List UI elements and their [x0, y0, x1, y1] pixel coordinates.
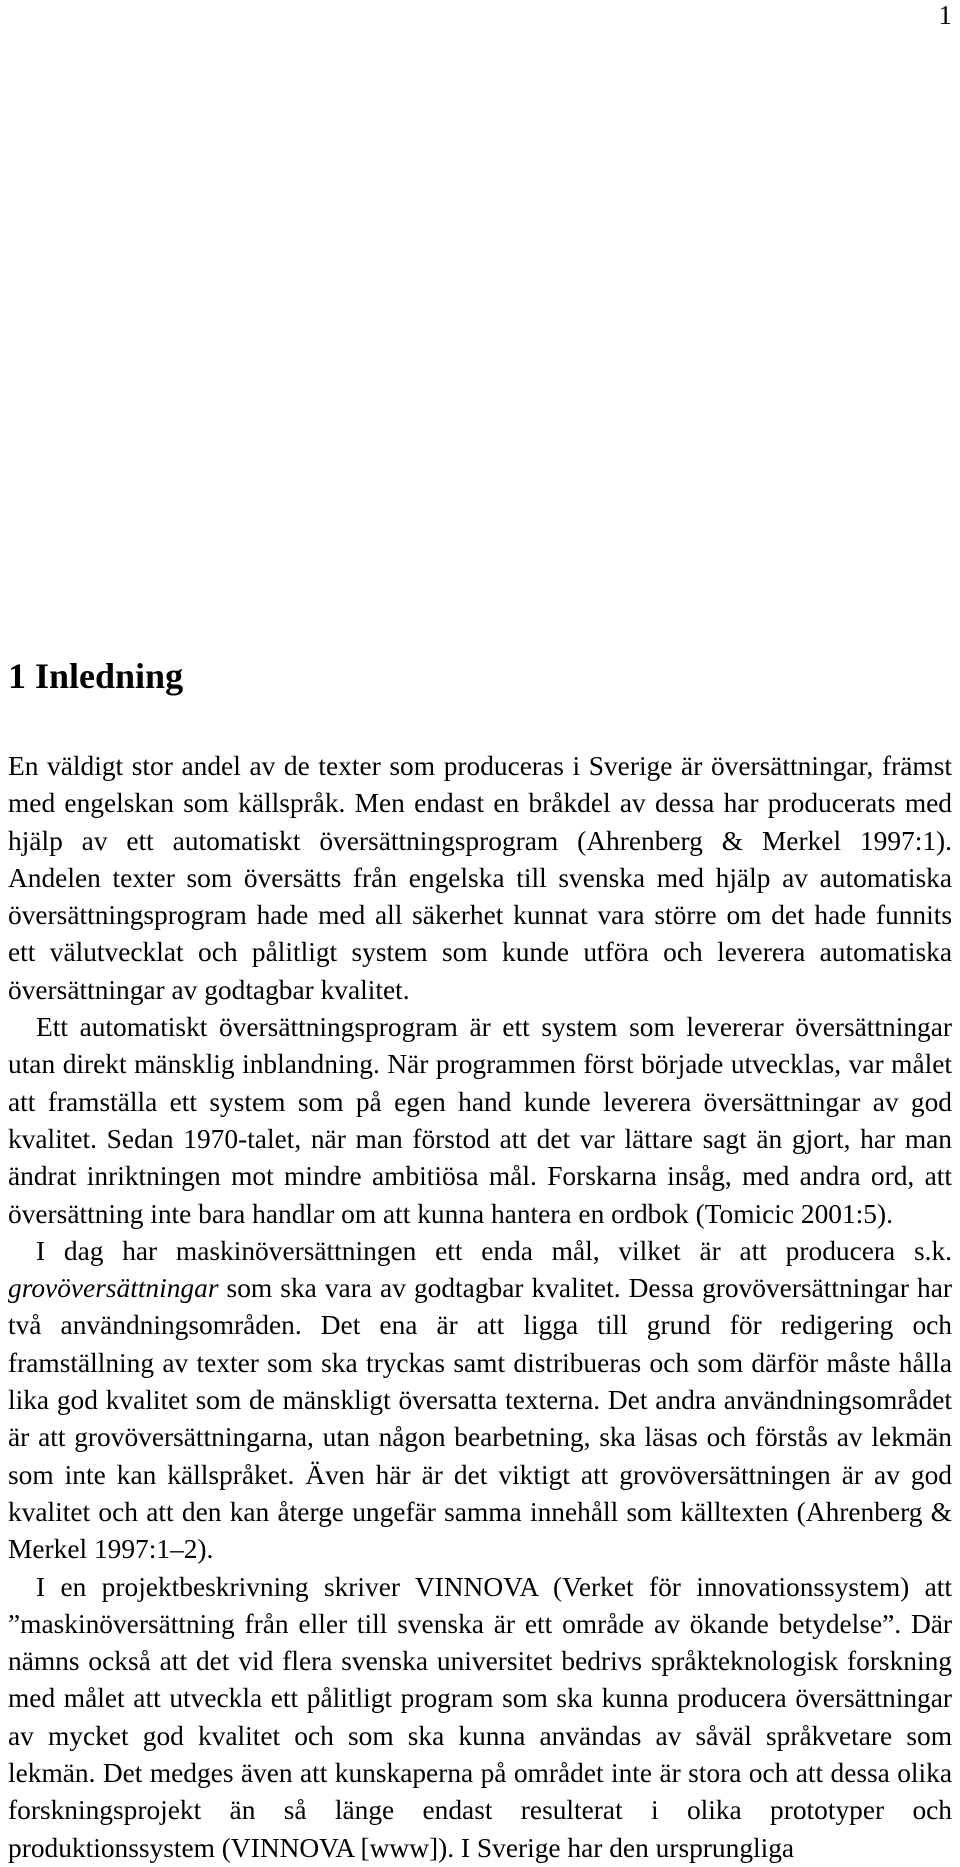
italic-term: grovöversättningar [8, 1273, 219, 1304]
page-number: 1 [938, 0, 952, 30]
paragraph-mt-definition: Ett automatiskt översättningsprogram är ett system som levererar översättningar utan direkt mänsklig inblandning. När programmen först började utvecklas, var målet att framställa ett system som på egen hand kunde leverera översättningar av god kvalitet. Sedan 1970-talet, när man förstod att det var lättare sagt än gjort, har man ändrat inriktningen mot mindre ambitiösa mål. Forskarna insåg, med andra ord, att översättning inte bara handlar om att kunna hantera en ordbok (Tomicic 2001:5). [8, 1012, 952, 1229]
chapter-heading: 1 Inledning [8, 656, 184, 696]
paragraph-vinnova: I en projektbeskrivning skriver VINNOVA (Verket för innovationssystem) att ”maskinöversättning från eller till svenska är ett område av ökande betydelse”. Där nämns också att det vid flera svenska universitet bedrivs språkteknologisk forskning med målet att utveckla ett pålitligt program som ska kunna producera översättningar av mycket god kvalitet och som ska kunna användas av såväl språkvetare som lekmän. Det medges även att kunskaperna på området inte är stora och att dessa olika forskningsprojekt än så länge endast resulterat i olika prototyper och produktionssystem (VINNOVA [www]). I Sverige har den ursprungliga [8, 1571, 952, 1863]
body-text [8, 748, 952, 1867]
paragraph-intro: En väldigt stor andel av de texter som produceras i Sverige är översättningar, främst med engelskan som källspråk. Men endast en bråkdel av dessa har producerats med hjälp av ett automatiskt översättningsprogram (Ahrenberg & Merkel 1997:1). Andelen texter som översätts från engelska till svenska med hjälp av automatiska översättningsprogram hade med all säkerhet kunnat vara större om det hade funnits ett välutvecklat och pålitligt system som kunde utföra och leverera automatiska översättningar av godtagbar kvalitet. [8, 751, 952, 1005]
paragraph-rough-translation [8, 1233, 952, 1569]
paragraph-text: I dag har maskinöversättningen ett enda mål, vilket är att producera s.k. [36, 1235, 952, 1266]
paragraph-text: som ska vara av godtagbar kvalitet. Dessa grovöversättningar har två användningsområden. Det ena är att ligga till grund för redigering och framställning av texter som ska tryckas samt distribueras och som därför måste hålla lika god kvalitet som de mänskligt översatta texterna. Det andra användningsområdet är att grovöversättningarna, utan någon bearbetning, ska läsas och förstås av lekmän som inte kan källspråket. Även här är det viktigt att grovöversättningen är av god kvalitet och att den kan återge ungefär samma innehåll som källtexten (Ahrenberg & Merkel 1997:1–2). [8, 1273, 952, 1565]
